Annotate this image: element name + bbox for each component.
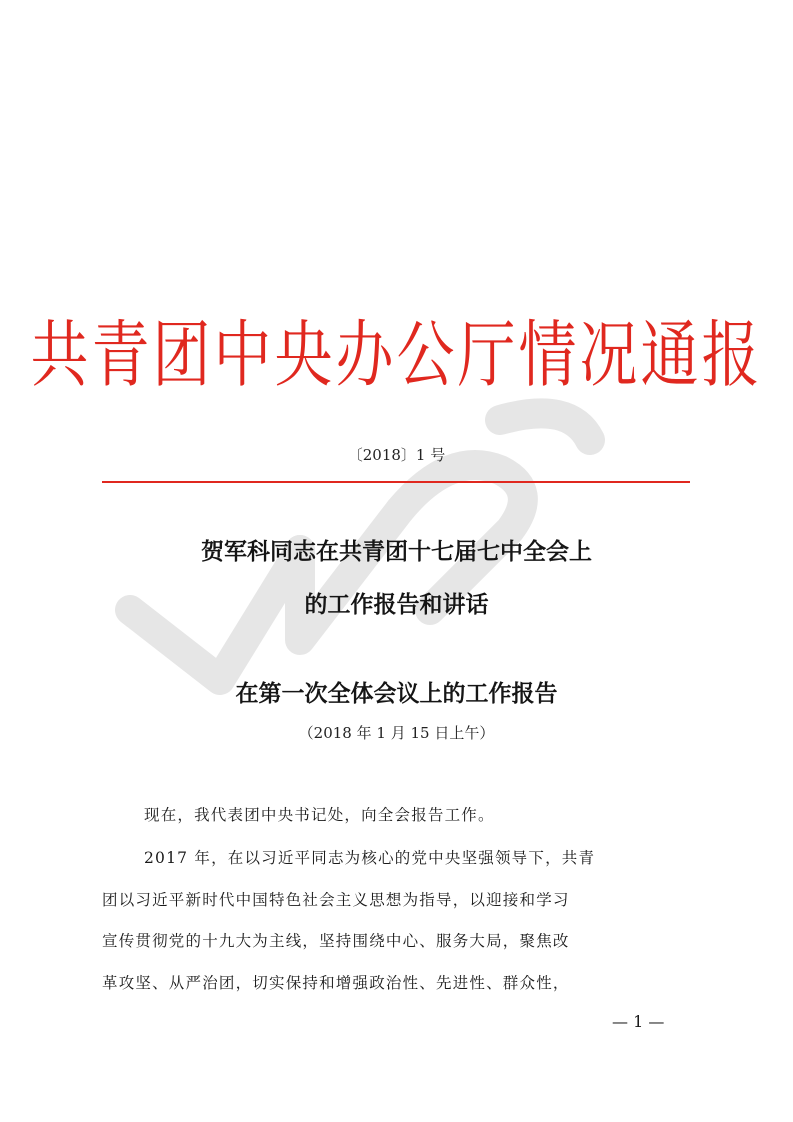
body-paragraph-2-line-2: 团以习近平新时代中国特色社会主义思想为指导，以迎接和学习 [102,891,570,909]
document-title-line-2: 的工作报告和讲话 [304,591,489,618]
red-divider-line [102,481,690,483]
body-paragraph-2-line-1: 2017 年，在以习近平同志为核心的党中央坚强领导下，共青 [144,849,596,867]
body-paragraph-1: 现在，我代表团中央书记处，向全会报告工作。 [144,806,495,824]
issue-number: 〔2018〕1 号 [347,446,446,464]
page-number: — 1 — [612,1012,665,1031]
body-paragraph-2-line-4: 革攻坚、从严治团，切实保持和增强政治性、先进性、群众性， [102,974,570,992]
body-paragraph-2-line-3: 宣传贯彻党的十九大为主线，坚持围绕中心、服务大局，聚焦改 [102,932,570,950]
report-subtitle: 在第一次全体会议上的工作报告 [235,680,558,707]
document-title-line-1: 贺军科同志在共青团十七届七中全会上 [201,538,592,565]
report-date: （2018 年 1 月 15 日上午） [298,724,495,742]
masthead-title: 共青团中央办公厅情况通报 [30,312,763,398]
